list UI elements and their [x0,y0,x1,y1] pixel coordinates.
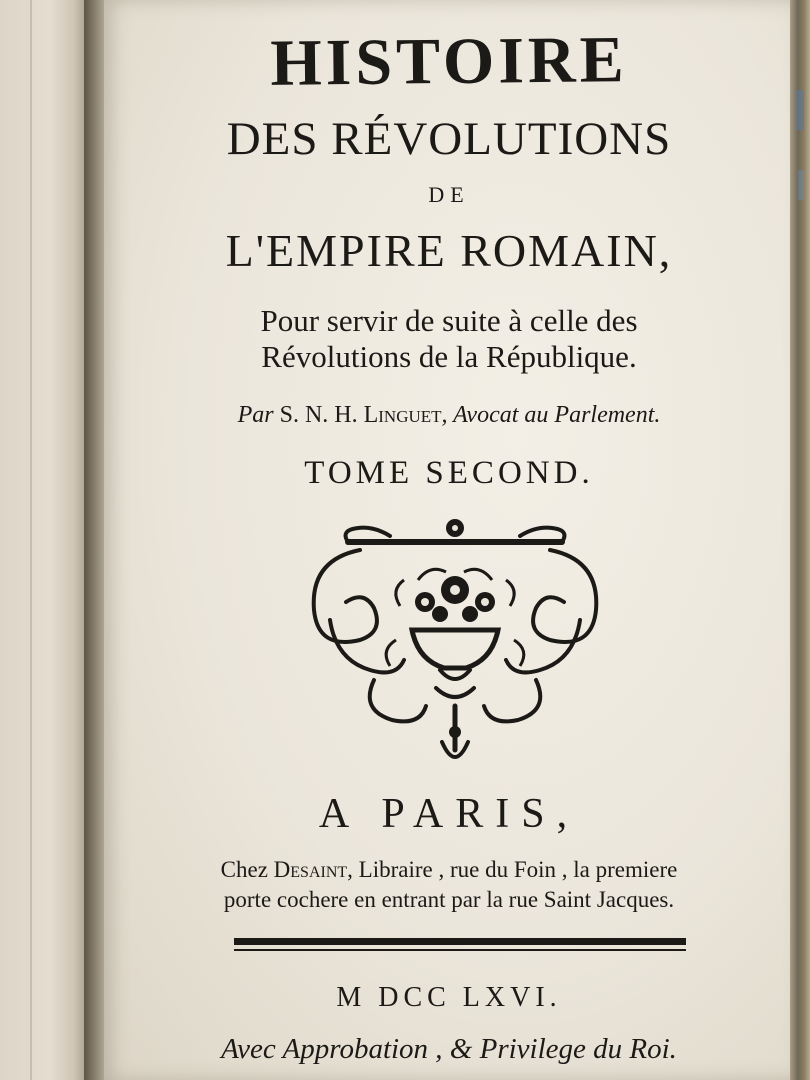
publisher-prefix: Chez [220,857,274,882]
author-par: Par [237,402,274,428]
publisher-suffix: , Libraire , rue du Foin , la premiere [347,857,678,882]
author-initials: S. N. H. [279,402,364,428]
publisher-line-2: porte cochere en entrant par la rue Saint Jacques. [223,887,675,912]
publisher-line-1 [104,857,794,883]
volume-label: TOME SECOND. [304,455,594,491]
title-de: DE [428,182,470,207]
publisher-name: Desaint [273,857,348,882]
author-line [104,402,794,429]
imprint-year: M DCC LXVI. [336,982,562,1013]
subtitle-line-1: Pour servir de suite à celle des [260,303,638,338]
title-histoire: HISTOIRE [269,23,628,100]
imprint-place: A PARIS, [318,791,580,837]
subtitle-line-2: Révolutions de la République. [261,339,637,374]
floral-urn-vignette-icon [300,510,610,772]
title-des-revolutions: DES RÉVOLUTIONS [226,113,672,165]
double-rule-divider [234,938,686,954]
author-surname: Linguet [363,402,442,428]
facing-page [0,0,92,1080]
author-role: , Avocat au Parlement. [441,402,661,428]
privilege-line: Avec Approbation , & Privilege du Roi. [221,1033,677,1065]
title-empire-romain: L'EMPIRE ROMAIN, [225,225,673,276]
